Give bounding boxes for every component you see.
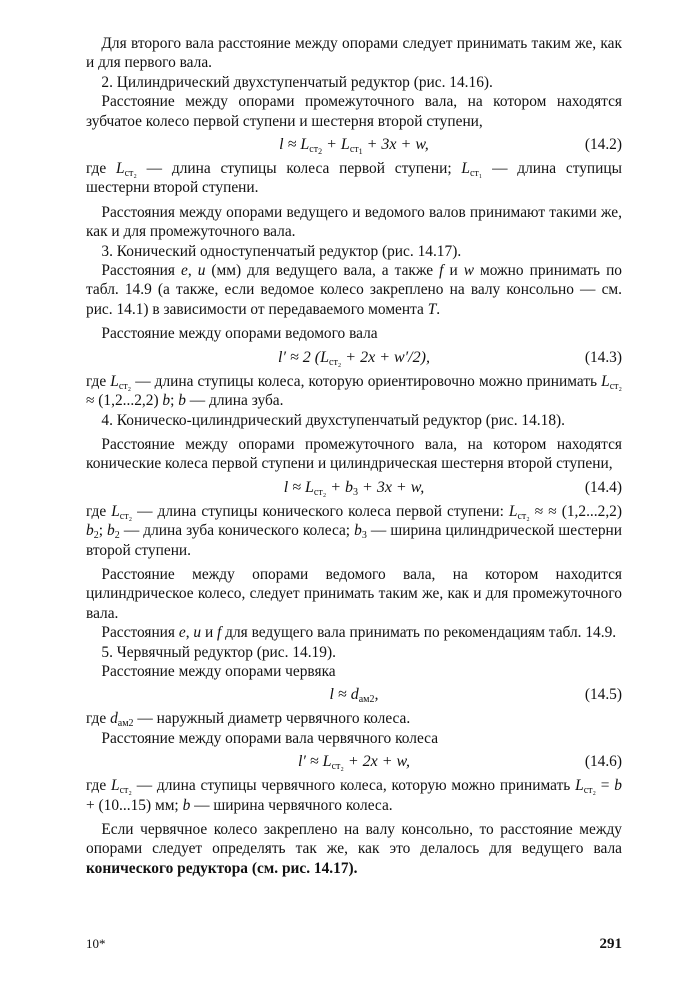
equation-formula: $l \approx d_{ам2}$, [329, 686, 379, 706]
paragraph-20: Если червячное колесо закреплено на валу консольно, то расстояние между опорами следует определять так же, как это делалось для ведущего вала конического редуктора (см. рис. 14.17). [86, 821, 622, 877]
paragraph-13: Расстояние между опорами ведомого вала, на котором находится цилиндрическое колесо, следует принимать таким же, как и для промежуточного вала. [86, 565, 622, 622]
equation-formula: $l \approx L_{ст_2} + b_3 + 3x + w$, [283, 478, 425, 498]
equation-formula: $l' \approx L_{ст_2} + 2x + w$, [297, 753, 411, 773]
equation-14-4 [86, 476, 622, 500]
paragraph-11: Расстояние между опорами промежуточного вала, на котором находятся конические колеса первой ступени и цилиндрическая шестерня второй ступени, [86, 435, 622, 473]
paragraph-18: Расстояние между опорами вала червячного колеса [86, 729, 439, 747]
paragraph-5: Расстояния между опорами ведущего и ведомого валов принимают такими же, как и для промежуточного вала. [86, 203, 622, 241]
paragraph-8: Расстояние между опорами ведомого вала [86, 325, 378, 343]
equation-number: (14.4) [584, 478, 622, 496]
equation-formula: l′ ≈ 2 $(L_{ст_2} + 2x + w'/2)$, [278, 348, 430, 368]
signature-mark: 10* [86, 936, 106, 951]
paragraph-14: Расстояния e, u и f для ведущего вала принимать по рекомендациям табл. 14.9. [86, 624, 617, 642]
paragraph-15: 5. Червячный редуктор (рис. 14.19). [86, 643, 336, 661]
paragraph-9: где $L_{ст_2}$ — длина ступицы колеса, которую ориентировочно можно принимать $L_{ст_2} \approx (1,2...2,2)$ b; b — длина зуба. [86, 372, 622, 410]
paragraph-1: Для второго вала расстояние между опорами следует принимать таким же, как и для первого вала. [86, 35, 622, 72]
equation-14-2 [86, 133, 622, 157]
paragraph-4: где $L_{ст_2}$ — длина ступицы колеса первой ступени; $L_{ст_1}$ — длина ступицы шестерни второй ступени. [86, 160, 622, 197]
paragraph-16: Расстояние между опорами червяка [86, 662, 336, 680]
page-number: 291 [599, 936, 622, 952]
equation-14-3 [86, 346, 622, 370]
page-body [86, 34, 622, 878]
paragraph-7: Расстояния e, u (мм) для ведущего вала, а также f и w можно принимать по табл. 14.9 (а также, если ведомое колесо закреплено на валу консольно — см. рис. 14.1) в зависимости от передаваемого момента T. [86, 262, 622, 318]
paragraph-10: 4. Коническо-цилиндрический двухступенчатый редуктор (рис. 14.18). [86, 411, 565, 429]
equation-formula: $l \approx L_{ст_2} + L_{ст_1} + 3x + w$, [279, 136, 429, 157]
equation-number: (14.2) [584, 136, 622, 154]
equation-number: (14.3) [584, 348, 622, 366]
equation-number: (14.5) [584, 686, 622, 704]
equation-14-6 [86, 750, 622, 774]
equation-14-5 [86, 683, 622, 707]
paragraph-6: 3. Конический одноступенчатый редуктор (рис. 14.17). [86, 242, 462, 260]
paragraph-3: Расстояние между опорами промежуточного вала, на котором находятся зубчатое колесо первой ступени и шестерня второй ступени, [86, 93, 622, 130]
paragraph-2: 2. Цилиндрический двухступенчатый редуктор (рис. 14.16). [86, 73, 493, 91]
paragraph-12: где $L_{ст_2}$ — длина ступицы конического колеса первой ступени: $L_{ст_2}$ ≈ ≈ (1,2...2,2) $b_2$; $b_2$ — длина зуба конического колеса; $b_3$ — ширина цилиндрической шестерни второй ступени. [86, 502, 623, 559]
page-footer [86, 936, 622, 956]
equation-number: (14.6) [584, 753, 622, 771]
paragraph-19: где $L_{ст_2}$ — длина ступицы червячного колеса, которую можно принимать $L_{ст_2} = b + (10...15)$ мм; b — ширина червячного колеса. [86, 777, 622, 814]
paragraph-17: где $d_{ам2}$ — наружный диаметр червячного колеса. [86, 710, 411, 730]
